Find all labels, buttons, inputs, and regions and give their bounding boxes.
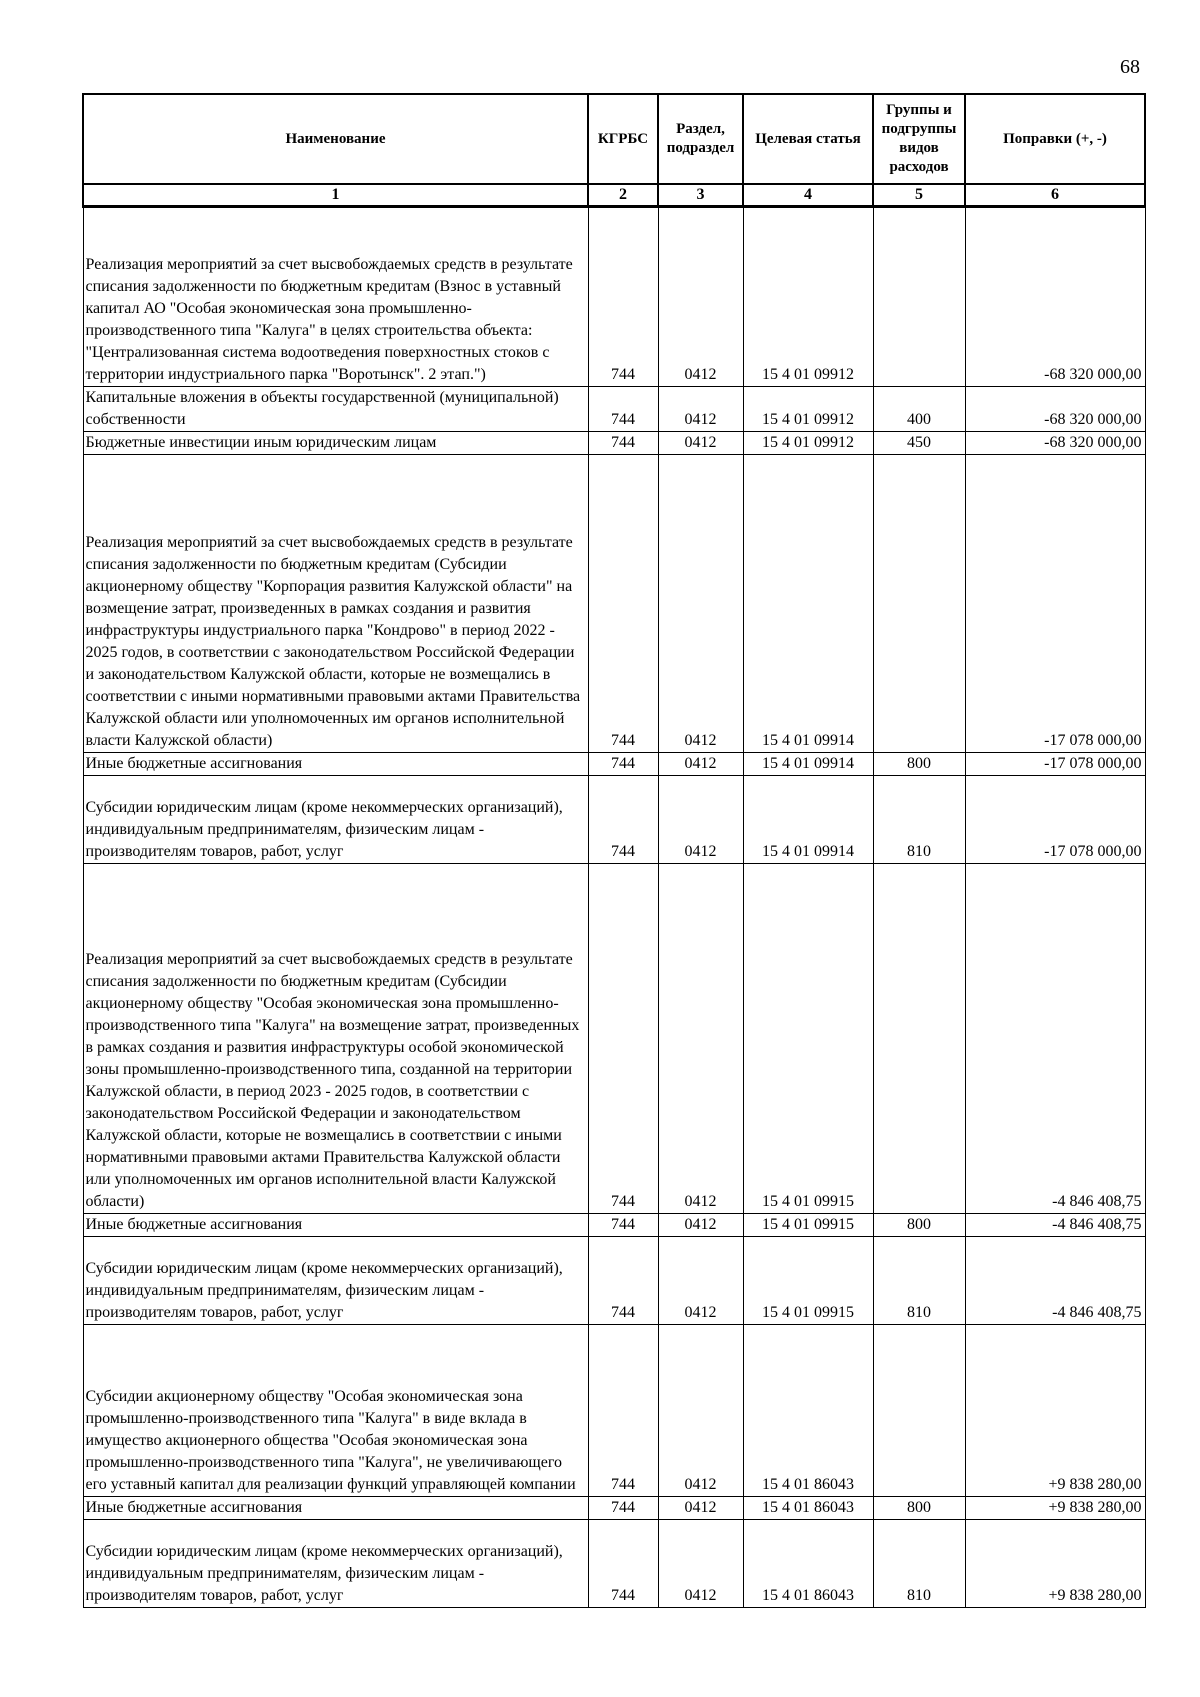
table-row [83,387,1145,432]
row-name: Субсидии юридическим лицам (кроме некоммерческих организаций), индивидуальным предпринимателям, физическим лицам - производителям товаров, работ, услуг [83,776,588,864]
row-amount: -68 320 000,00 [965,387,1145,432]
row-amount: +9 838 280,00 [965,1325,1145,1497]
row-group: 450 [873,432,965,455]
row-section: 0412 [658,387,743,432]
table-row [83,455,1145,753]
row-section: 0412 [658,1214,743,1237]
row-target: 15 4 01 09912 [743,387,873,432]
row-name: Иные бюджетные ассигнования [83,1214,588,1237]
row-section: 0412 [658,207,743,387]
row-section: 0412 [658,432,743,455]
row-kgrbs: 744 [588,1497,658,1520]
row-amount: +9 838 280,00 [965,1497,1145,1520]
row-section: 0412 [658,1497,743,1520]
row-group [873,864,965,1214]
row-target: 15 4 01 09915 [743,864,873,1214]
column-number-row [83,184,1145,207]
row-kgrbs: 744 [588,455,658,753]
row-kgrbs: 744 [588,1237,658,1325]
row-section: 0412 [658,455,743,753]
row-kgrbs: 744 [588,753,658,776]
row-group: 800 [873,1497,965,1520]
row-target: 15 4 01 09912 [743,207,873,387]
table-row [83,1325,1145,1497]
row-kgrbs: 744 [588,207,658,387]
row-name: Капитальные вложения в объекты государственной (муниципальной) собственности [83,387,588,432]
row-name: Реализация мероприятий за счет высвобождаемых средств в результате списания задолженности по бюджетным кредитам (Субсидии акционерному обществу "Корпорация развития Калужской области" на возмещение затрат, произведенных в рамках создания и развития инфраструктуры индустриального парка "Кондрово" в период 2022 - 2025 годов, в соответствии с законодательством Российской Федерации и законодательством Калужской области, которые не возмещались в соответствии с иными нормативными правовыми актами Правительства Калужской области или уполномоченных им органов исполнительной власти Калужской области) [83,455,588,753]
row-amount: -17 078 000,00 [965,753,1145,776]
table-row [83,1237,1145,1325]
row-kgrbs: 744 [588,1520,658,1608]
header-target: Целевая статья [743,94,873,184]
header-changes: Поправки (+, -) [965,94,1145,184]
row-kgrbs: 744 [588,1214,658,1237]
row-name: Иные бюджетные ассигнования [83,753,588,776]
table-row [83,1497,1145,1520]
row-name: Субсидии акционерному обществу "Особая экономическая зона промышленно-производственного типа "Калуга" в виде вклада в имущество акционерного общества "Особая экономическая зона промышленно-производственного типа "Калуга", не увеличивающего его уставный капитал для реализации функций управляющей компании [83,1325,588,1497]
row-target: 15 4 01 86043 [743,1497,873,1520]
row-group [873,455,965,753]
row-name: Иные бюджетные ассигнования [83,1497,588,1520]
row-target: 15 4 01 09914 [743,455,873,753]
row-kgrbs: 744 [588,864,658,1214]
row-kgrbs: 744 [588,432,658,455]
row-group: 810 [873,1237,965,1325]
column-number: 2 [588,184,658,207]
row-section: 0412 [658,1520,743,1608]
budget-table [82,93,1146,1608]
table-row [83,753,1145,776]
row-name: Субсидии юридическим лицам (кроме некоммерческих организаций), индивидуальным предпринимателям, физическим лицам - производителям товаров, работ, услуг [83,1520,588,1608]
row-section: 0412 [658,1325,743,1497]
row-amount: -4 846 408,75 [965,864,1145,1214]
row-kgrbs: 744 [588,776,658,864]
row-target: 15 4 01 09915 [743,1237,873,1325]
row-section: 0412 [658,776,743,864]
header-groups: Группы и подгруппы видов расходов [873,94,965,184]
row-name: Реализация мероприятий за счет высвобождаемых средств в результате списания задолженности по бюджетным кредитам (Субсидии акционерному обществу "Особая экономическая зона промышленно-производственного типа "Калуга" на возмещение затрат, произведенных в рамках создания и развития инфраструктуры особой экономической зоны промышленно-производственного типа, созданной на территории Калужской области, в период 2023 - 2025 годов, в соответствии с законодательством Российской Федерации и законодательством Калужской области, которые не возмещались в соответствии с иными нормативными правовыми актами Правительства Калужской области или уполномоченных им органов исполнительной власти Калужской области) [83,864,588,1214]
row-group [873,1325,965,1497]
row-amount: -68 320 000,00 [965,432,1145,455]
row-section: 0412 [658,864,743,1214]
row-amount: -4 846 408,75 [965,1237,1145,1325]
row-name: Субсидии юридическим лицам (кроме некоммерческих организаций), индивидуальным предпринимателям, физическим лицам - производителям товаров, работ, услуг [83,1237,588,1325]
table-row [83,432,1145,455]
column-number: 1 [83,184,588,207]
page-number: 68 [1120,56,1140,78]
row-target: 15 4 01 09915 [743,1214,873,1237]
row-target: 15 4 01 09912 [743,432,873,455]
row-target: 15 4 01 09914 [743,776,873,864]
row-group: 810 [873,1520,965,1608]
table-row [83,1520,1145,1608]
row-amount: +9 838 280,00 [965,1520,1145,1608]
row-amount: -17 078 000,00 [965,776,1145,864]
row-section: 0412 [658,753,743,776]
table-row [83,776,1145,864]
row-kgrbs: 744 [588,1325,658,1497]
row-group: 400 [873,387,965,432]
row-group: 800 [873,753,965,776]
table-header [83,94,1145,184]
table-row [83,1214,1145,1237]
row-section: 0412 [658,1237,743,1325]
row-name: Бюджетные инвестиции иным юридическим лицам [83,432,588,455]
column-number: 4 [743,184,873,207]
row-amount: -17 078 000,00 [965,455,1145,753]
row-group: 800 [873,1214,965,1237]
column-number: 6 [965,184,1145,207]
row-amount: -4 846 408,75 [965,1214,1145,1237]
row-target: 15 4 01 86043 [743,1325,873,1497]
row-amount: -68 320 000,00 [965,207,1145,387]
header-kgrbs: КГРБС [588,94,658,184]
row-kgrbs: 744 [588,387,658,432]
column-number: 5 [873,184,965,207]
table-row [83,864,1145,1214]
header-section: Раздел, подраздел [658,94,743,184]
row-group: 810 [873,776,965,864]
column-number: 3 [658,184,743,207]
row-group [873,207,965,387]
table-body [83,184,1145,1608]
row-target: 15 4 01 09914 [743,753,873,776]
row-name: Реализация мероприятий за счет высвобождаемых средств в результате списания задолженности по бюджетным кредитам (Взнос в уставный капитал АО "Особая экономическая зона промышленно-производственного типа "Калуга" в целях строительства объекта: "Централизованная система водоотведения поверхностных стоков с территории индустриального парка "Воротынск". 2 этап.") [83,207,588,387]
row-target: 15 4 01 86043 [743,1520,873,1608]
table-row [83,207,1145,387]
header-name: Наименование [83,94,588,184]
